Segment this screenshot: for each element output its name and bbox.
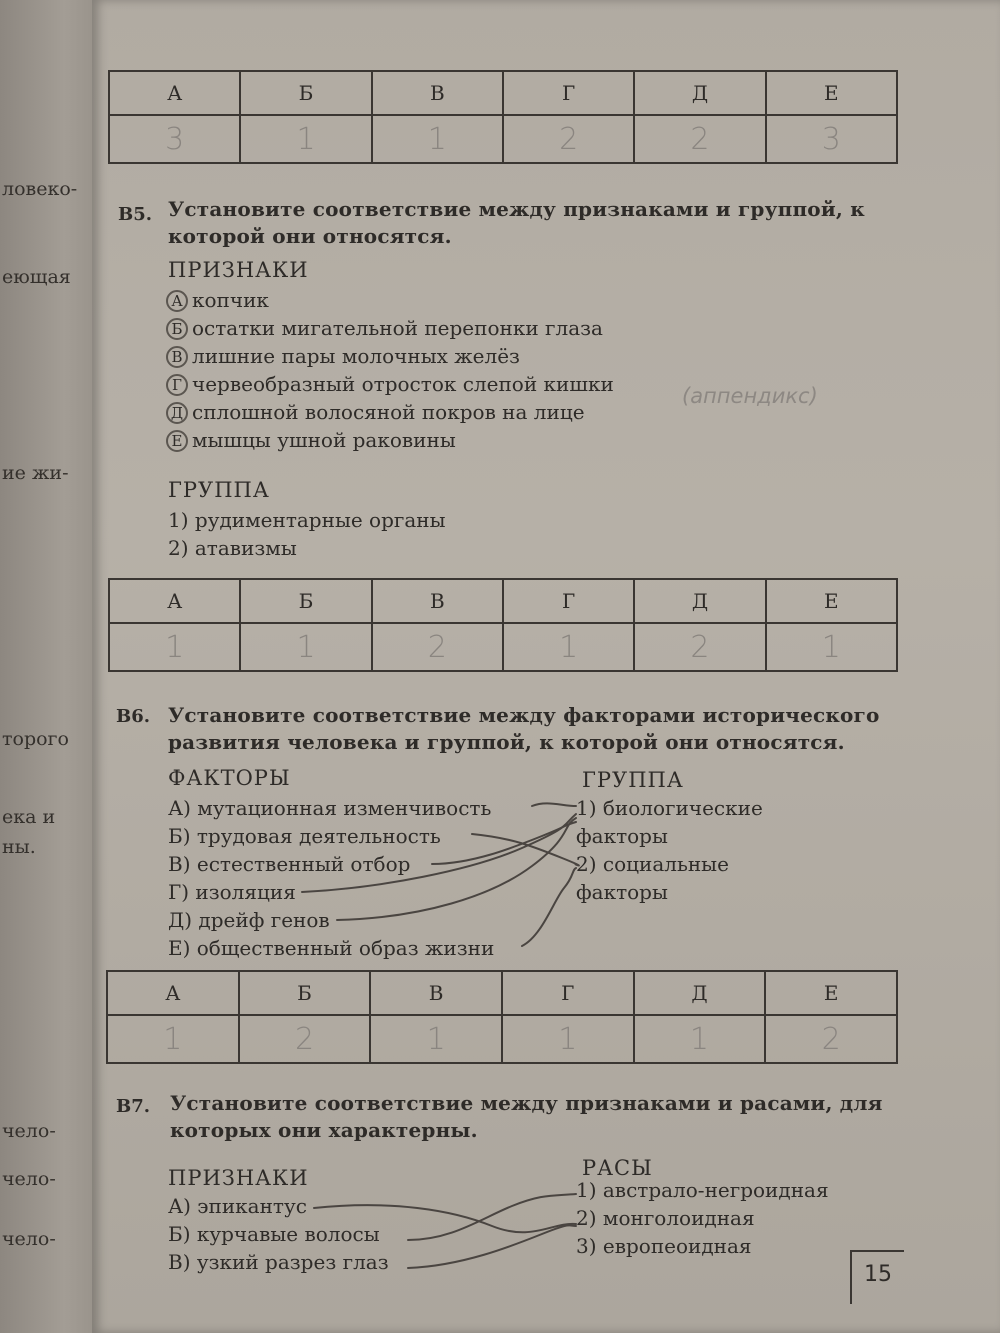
answer-cell: 3 (109, 115, 240, 163)
answer-cell: 2 (765, 1015, 897, 1063)
answer-circle-mark: Б (166, 318, 188, 340)
table-header-cell: Е (765, 971, 897, 1015)
feature-text: сплошной волосяной покров на лице (192, 400, 585, 424)
match-line (314, 1205, 576, 1232)
factor-item: В) естественный отбор (168, 852, 411, 876)
factor-item: Г) изоляция (168, 880, 296, 904)
question-text: Установите соответствие между факторами исторического развития человека и группой, к которой они относятся. (168, 703, 880, 754)
table-header-cell: Б (240, 71, 371, 115)
left-page-fragment: ека и (2, 806, 56, 828)
feature-text: червеобразный отросток слепой кишки (192, 372, 614, 396)
factor-item: Д) дрейф генов (168, 908, 330, 932)
table-header-cell: В (372, 71, 503, 115)
factor-item: А) мутационная изменчивость (168, 796, 492, 820)
match-line (408, 1225, 576, 1268)
feature-text: лишние пары молочных желёз (192, 344, 520, 368)
match-line (408, 1194, 576, 1240)
answer-cell: 1 (240, 115, 371, 163)
table-header-cell: В (372, 579, 503, 623)
factor-item: Б) трудовая деятельность (168, 824, 441, 848)
answer-cell: 1 (503, 623, 634, 671)
left-page-fragment: еющая (2, 266, 71, 288)
left-page-fragment: торого (2, 728, 69, 750)
table-header-cell: Е (766, 71, 897, 115)
answer-cell: 2 (503, 115, 634, 163)
group-heading: ГРУППА (168, 478, 270, 502)
table-header-cell: Б (240, 579, 371, 623)
answer-cell: 1 (240, 623, 371, 671)
match-line (522, 868, 576, 946)
factors-heading: ФАКТОРЫ (168, 766, 291, 790)
table-header-cell: А (109, 579, 240, 623)
feature-text: остатки мигательной перепонки глаза (192, 316, 603, 340)
left-page-fragment: чело- (2, 1120, 56, 1142)
answer-cell: 1 (109, 623, 240, 671)
match-line (532, 803, 576, 806)
group-item: 1) рудиментарные органы (168, 508, 446, 532)
question-text: Установите соответствие между признаками и группой, к которой они относятся. (168, 197, 865, 248)
group-item: 2) атавизмы (168, 536, 297, 560)
answer-cell: 1 (107, 1015, 239, 1063)
handdrawn-matching-lines (92, 0, 1000, 1333)
table-header-cell: Г (502, 971, 634, 1015)
answer-cell: 1 (766, 623, 897, 671)
answer-cell: 1 (502, 1015, 634, 1063)
left-page-fragment: чело- (2, 1168, 56, 1190)
race-item: 2) монголоидная (576, 1206, 755, 1230)
question-number: В5. (118, 204, 153, 225)
group-item: 1) биологические (576, 796, 763, 820)
races-heading: РАСЫ (582, 1156, 653, 1180)
group-heading: ГРУППА (582, 768, 684, 792)
answer-circle-mark: Г (166, 374, 188, 396)
answer-circle-mark: Д (166, 402, 188, 424)
group-item: факторы (576, 880, 668, 904)
table-header-cell: Г (503, 71, 634, 115)
answer-cell: 2 (372, 623, 503, 671)
table-header-cell: А (107, 971, 239, 1015)
left-page-edge (0, 0, 92, 1333)
race-item: 1) австрало-негроидная (576, 1178, 829, 1202)
table-header-cell: Д (634, 579, 765, 623)
feature-item: Б) курчавые волосы (168, 1222, 380, 1246)
factor-item: Е) общественный образ жизни (168, 936, 495, 960)
match-line (302, 814, 576, 892)
feature-text: копчик (192, 288, 269, 312)
answer-cell: 2 (634, 623, 765, 671)
question-number: В6. (116, 706, 151, 727)
answer-cell: 3 (766, 115, 897, 163)
answer-cell: 1 (634, 1015, 766, 1063)
left-page-fragment: ны. (2, 836, 36, 858)
answer-cell: 1 (370, 1015, 502, 1063)
answer-cell: 2 (634, 115, 765, 163)
features-heading: ПРИЗНАКИ (168, 1166, 309, 1190)
handwritten-note: (аппендикс) (682, 384, 818, 408)
race-item: 3) европеоидная (576, 1234, 752, 1258)
question-text: Установите соответствие между признаками и расами, для которых они характерны. (170, 1091, 883, 1142)
group-item: факторы (576, 824, 668, 848)
answer-circle-mark: В (166, 346, 188, 368)
table-header-cell: Е (766, 579, 897, 623)
feature-item: В) узкий разрез глаз (168, 1250, 389, 1274)
answer-cell: 1 (372, 115, 503, 163)
table-header-cell: Г (503, 579, 634, 623)
features-heading: ПРИЗНАКИ (168, 258, 309, 282)
table-header-cell: Б (239, 971, 371, 1015)
question-number: В7. (116, 1096, 151, 1117)
answer-circle-mark: Е (166, 430, 188, 452)
answer-circle-mark: А (166, 290, 188, 312)
page-number: 15 (864, 1262, 892, 1287)
workbook-page (92, 0, 1000, 1333)
table-header-cell: Д (634, 971, 766, 1015)
left-page-fragment: чело- (2, 1228, 56, 1250)
feature-item: А) эпикантус (168, 1194, 307, 1218)
group-item: 2) социальные (576, 852, 729, 876)
match-line (432, 822, 576, 864)
left-page-fragment: ловеко- (2, 178, 78, 200)
left-page-fragment: ие жи- (2, 462, 69, 484)
feature-text: мышцы ушной раковины (192, 428, 456, 452)
table-header-cell: В (370, 971, 502, 1015)
table-header-cell: А (109, 71, 240, 115)
table-header-cell: Д (634, 71, 765, 115)
answer-cell: 2 (239, 1015, 371, 1063)
